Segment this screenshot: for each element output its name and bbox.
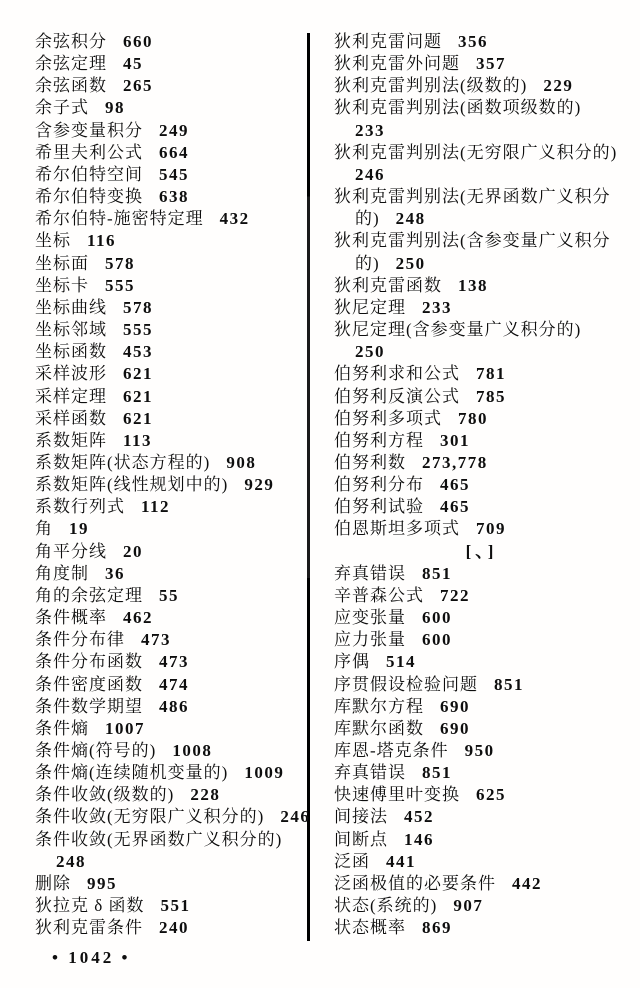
entry-term: 间接法 — [334, 807, 388, 827]
index-entry — [35, 363, 303, 385]
index-entry — [334, 563, 629, 585]
entry-term: 序贯假设检验问题 — [334, 674, 478, 694]
entry-term: 伯努利多项式 — [334, 408, 442, 428]
index-entry — [334, 496, 629, 518]
entry-term: 系数矩阵(状态方程的) — [35, 452, 211, 472]
entry-term: 余子式 — [35, 98, 89, 118]
index-entry — [35, 895, 303, 917]
entry-page-number: 248 — [56, 851, 86, 871]
entry-page-number: 441 — [386, 851, 416, 871]
entry-term: 伯努利分布 — [334, 475, 424, 495]
index-entry — [35, 386, 303, 408]
entry-term: 伯努利方程 — [334, 430, 424, 450]
entry-term: 状态(系统的) — [334, 896, 438, 916]
entry-page-number: 246 — [355, 164, 385, 184]
index-entry — [334, 430, 629, 452]
index-entry — [35, 319, 303, 341]
entry-term: 辛普森公式 — [334, 585, 424, 605]
entry-term: 坐标 — [35, 231, 71, 251]
entry-term: 应力张量 — [334, 630, 406, 650]
index-entry — [334, 253, 629, 275]
entry-page-number: 664 — [159, 142, 189, 162]
index-entry — [35, 97, 303, 119]
index-entry — [35, 474, 303, 496]
index-entry — [334, 97, 629, 119]
entry-term: 狄尼定理(含参变量广义积分的) — [334, 320, 582, 340]
index-entry — [334, 452, 629, 474]
entry-page-number: 465 — [440, 475, 470, 495]
entry-term: 含参变量积分 — [35, 120, 143, 140]
entry-term: 狄拉克 δ 函数 — [35, 896, 145, 916]
entry-term: [、] — [465, 541, 498, 561]
index-entry — [334, 75, 629, 97]
entry-page-number: 908 — [226, 452, 257, 472]
entry-page-number: 851 — [422, 563, 452, 583]
entry-page-number: 36 — [105, 563, 125, 583]
entry-term: 坐标函数 — [35, 342, 107, 362]
entry-term: 角 — [35, 519, 53, 539]
entry-term: 库默尔方程 — [334, 696, 424, 716]
column-divider-rule — [307, 33, 310, 941]
entry-term: 狄利克雷判别法(函数项级数的) — [334, 98, 582, 118]
entry-page-number: 233 — [422, 297, 452, 317]
entry-term: 间断点 — [334, 829, 388, 849]
entry-term: 条件收敛(级数的) — [35, 785, 175, 805]
entry-term: 条件分布律 — [35, 630, 125, 650]
entry-page-number: 690 — [440, 718, 470, 738]
index-entry — [334, 740, 629, 762]
index-entry — [35, 208, 303, 230]
index-entry — [35, 829, 303, 851]
entry-page-number: 250 — [395, 253, 426, 273]
index-entry — [334, 873, 629, 895]
index-entry — [334, 164, 629, 186]
entry-page-number: 452 — [404, 807, 434, 827]
index-entry — [35, 31, 303, 53]
entry-term: 狄尼定理 — [334, 297, 406, 317]
entry-term: 狄利克雷条件 — [35, 918, 143, 938]
entry-term: 坐标卡 — [35, 275, 89, 295]
index-entry — [35, 518, 303, 540]
entry-term: 狄利克雷判别法(含参变量广义积分 — [334, 231, 611, 251]
index-entry — [334, 806, 629, 828]
entry-term: 角的余弦定理 — [35, 585, 143, 605]
entry-term: 应变张量 — [334, 608, 406, 628]
entry-page-number: 621 — [123, 386, 153, 406]
entry-term: 系数矩阵(线性规划中的) — [35, 475, 229, 495]
index-entry — [334, 829, 629, 851]
index-entry — [35, 651, 303, 673]
entry-page-number: 869 — [422, 918, 452, 938]
entry-page-number: 233 — [355, 120, 385, 140]
entry-page-number: 98 — [105, 98, 125, 118]
index-entry — [334, 585, 629, 607]
entry-page-number: 555 — [123, 320, 153, 340]
entry-page-number: 453 — [123, 342, 153, 362]
entry-page-number: 486 — [159, 696, 189, 716]
index-entry — [35, 253, 303, 275]
entry-page-number: 112 — [141, 497, 171, 517]
entry-page-number: 851 — [494, 674, 524, 694]
entry-page-number: 356 — [458, 32, 488, 51]
entry-page-number: 555 — [105, 275, 135, 295]
entry-term: 狄利克雷外问题 — [334, 54, 460, 74]
index-entry — [334, 718, 629, 740]
index-entry — [35, 297, 303, 319]
entry-term: 采样定理 — [35, 386, 107, 406]
entry-page-number: 357 — [476, 54, 506, 74]
entry-page-number: 578 — [105, 253, 135, 273]
entry-term: 序偶 — [334, 652, 370, 672]
index-entry — [334, 851, 629, 873]
entry-page-number: 785 — [476, 386, 506, 406]
index-entry — [35, 496, 303, 518]
index-entry — [35, 917, 303, 939]
entry-term: 狄利克雷问题 — [334, 32, 442, 51]
index-column-left — [35, 31, 311, 939]
entry-term: 库默尔函数 — [334, 718, 424, 738]
entry-term: 采样函数 — [35, 408, 107, 428]
entry-page-number: 907 — [453, 896, 484, 916]
index-entry — [35, 186, 303, 208]
entry-page-number: 625 — [476, 785, 506, 805]
entry-page-number: 228 — [190, 785, 221, 805]
index-entry — [35, 164, 303, 186]
entry-page-number: 273,778 — [422, 452, 488, 472]
index-entry — [35, 452, 303, 474]
entry-term: 条件概率 — [35, 608, 107, 628]
entry-page-number: 709 — [476, 519, 506, 539]
index-entry — [334, 696, 629, 718]
index-entry — [334, 651, 629, 673]
index-entry — [35, 740, 303, 762]
index-entry — [35, 629, 303, 651]
entry-term: 条件熵 — [35, 718, 89, 738]
index-entry — [35, 585, 303, 607]
entry-page-number: 240 — [159, 918, 189, 938]
entry-term: 坐标邻域 — [35, 320, 107, 340]
index-entry — [35, 53, 303, 75]
entry-term: 余弦积分 — [35, 32, 107, 51]
entry-term: 条件收敛(无穷限广义积分的) — [35, 807, 265, 827]
entry-term: 条件熵(符号的) — [35, 741, 157, 760]
entry-page-number: 473 — [141, 630, 171, 650]
entry-term: 角平分线 — [35, 541, 107, 561]
entry-page-number: 465 — [440, 497, 470, 517]
entry-page-number: 781 — [476, 364, 506, 384]
index-entry — [35, 784, 303, 806]
index-entry — [35, 142, 303, 164]
entry-term: 伯恩斯坦多项式 — [334, 519, 460, 539]
entry-term: 条件收敛(无界函数广义积分的) — [35, 829, 283, 849]
index-entry — [35, 230, 303, 252]
entry-term: 库恩-塔克条件 — [334, 741, 449, 760]
entry-term: 伯努利试验 — [334, 497, 424, 517]
index-entry — [35, 806, 311, 828]
entry-page-number: 600 — [422, 608, 452, 628]
entry-page-number: 621 — [123, 364, 153, 384]
index-entry — [334, 120, 629, 142]
entry-page-number: 301 — [440, 430, 470, 450]
entry-page-number: 265 — [123, 76, 153, 96]
entry-page-number: 690 — [440, 696, 470, 716]
entry-page-number: 638 — [159, 187, 189, 207]
index-entry — [35, 430, 303, 452]
index-entry — [334, 762, 629, 784]
index-entry — [334, 607, 629, 629]
index-entry — [334, 629, 629, 651]
entry-term: 条件熵(连续随机变量的) — [35, 763, 229, 783]
entry-term: 坐标面 — [35, 253, 89, 273]
entry-term: 系数矩阵 — [35, 430, 107, 450]
index-entry — [35, 607, 303, 629]
index-entry — [334, 541, 629, 563]
index-entry — [334, 31, 629, 53]
entry-term: 狄利克雷判别法(无穷限广义积分的) — [334, 142, 618, 162]
entry-term: 希尔伯特-施密特定理 — [35, 209, 204, 229]
entry-page-number: 249 — [159, 120, 189, 140]
entry-page-number: 473 — [159, 652, 189, 672]
entry-term: 伯努利反演公式 — [334, 386, 460, 406]
entry-term: 狄利克雷函数 — [334, 275, 442, 295]
index-entry — [334, 674, 629, 696]
entry-term: 希尔伯特空间 — [35, 164, 143, 184]
entry-term: 伯努利数 — [334, 452, 406, 472]
index-entry — [334, 474, 629, 496]
entry-page-number: 551 — [160, 896, 191, 916]
entry-term: 希尔伯特变换 — [35, 187, 143, 207]
entry-term: 的) — [355, 209, 380, 229]
entry-page-number: 600 — [422, 630, 452, 650]
entry-page-number: 248 — [395, 209, 426, 229]
index-column-right — [334, 31, 629, 939]
entry-page-number: 138 — [458, 275, 488, 295]
entry-term: 条件数学期望 — [35, 696, 143, 716]
entry-term: 弃真错误 — [334, 763, 406, 783]
index-entry — [35, 718, 303, 740]
entry-page-number: 432 — [219, 209, 250, 229]
entry-term: 状态概率 — [334, 918, 406, 938]
entry-page-number: 995 — [87, 873, 117, 893]
entry-page-number: 246 — [280, 807, 311, 827]
entry-page-number: 462 — [123, 608, 153, 628]
entry-term: 余弦函数 — [35, 76, 107, 96]
entry-page-number: 722 — [440, 585, 470, 605]
index-entry — [334, 230, 629, 252]
entry-term: 删除 — [35, 873, 71, 893]
index-entry — [334, 297, 629, 319]
entry-page-number: 442 — [512, 873, 542, 893]
index-entry — [334, 53, 629, 75]
entry-term: 余弦定理 — [35, 54, 107, 74]
index-entry — [334, 386, 629, 408]
entry-page-number: 474 — [159, 674, 189, 694]
index-entry — [35, 563, 303, 585]
index-entry — [334, 784, 629, 806]
entry-term: 系数行列式 — [35, 497, 125, 517]
index-entry — [334, 319, 629, 341]
index-entry — [35, 120, 303, 142]
entry-page-number: 851 — [422, 763, 452, 783]
index-entry — [334, 917, 629, 939]
index-entry — [35, 541, 303, 563]
entry-term: 狄利克雷判别法(无界函数广义积分 — [334, 187, 611, 207]
index-entry — [35, 408, 303, 430]
entry-page-number: 621 — [123, 408, 153, 428]
entry-term: 希里夫利公式 — [35, 142, 143, 162]
entry-term: 泛函极值的必要条件 — [334, 873, 496, 893]
index-entry — [35, 75, 303, 97]
index-entry — [35, 851, 303, 873]
entry-page-number: 1008 — [172, 741, 213, 760]
entry-page-number: 1009 — [244, 763, 285, 783]
entry-term: 采样波形 — [35, 364, 107, 384]
index-entry — [334, 275, 629, 297]
entry-page-number: 146 — [404, 829, 434, 849]
entry-term: 坐标曲线 — [35, 297, 107, 317]
entry-page-number: 929 — [244, 475, 275, 495]
entry-page-number: 116 — [87, 231, 117, 251]
index-entry — [334, 341, 629, 363]
index-entry — [334, 186, 629, 208]
index-entry — [334, 208, 629, 230]
entry-page-number: 780 — [458, 408, 488, 428]
entry-term: 狄利克雷判别法(级数的) — [334, 76, 528, 96]
entry-term: 弃真错误 — [334, 563, 406, 583]
index-entry — [35, 674, 303, 696]
entry-page-number: 19 — [69, 519, 89, 539]
entry-term: 条件密度函数 — [35, 674, 143, 694]
index-entry — [334, 518, 629, 540]
index-entry — [334, 363, 629, 385]
entry-term: 角度制 — [35, 563, 89, 583]
entry-page-number: 950 — [464, 741, 495, 760]
page-number: • 1042 • — [52, 948, 131, 967]
entry-page-number: 20 — [123, 541, 143, 561]
index-entry — [35, 341, 303, 363]
entry-page-number: 113 — [123, 430, 153, 450]
index-entry — [35, 275, 303, 297]
entry-page-number: 660 — [123, 32, 153, 51]
entry-term: 快速傅里叶变换 — [334, 785, 460, 805]
index-entry — [334, 408, 629, 430]
entry-page-number: 250 — [355, 342, 385, 362]
entry-page-number: 578 — [123, 297, 153, 317]
index-entry — [35, 873, 303, 895]
index-entry — [35, 696, 303, 718]
index-entry — [334, 895, 629, 917]
entry-term: 泛函 — [334, 851, 370, 871]
entry-page-number: 45 — [123, 54, 143, 74]
entry-page-number: 514 — [386, 652, 416, 672]
index-entry — [334, 142, 629, 164]
index-entry — [35, 762, 303, 784]
entry-page-number: 1007 — [105, 718, 145, 738]
entry-term: 条件分布函数 — [35, 652, 143, 672]
entry-page-number: 229 — [543, 76, 574, 96]
entry-page-number: 545 — [159, 164, 189, 184]
entry-term: 伯努利求和公式 — [334, 364, 460, 384]
entry-page-number: 55 — [159, 585, 179, 605]
entry-term: 的) — [355, 253, 380, 273]
